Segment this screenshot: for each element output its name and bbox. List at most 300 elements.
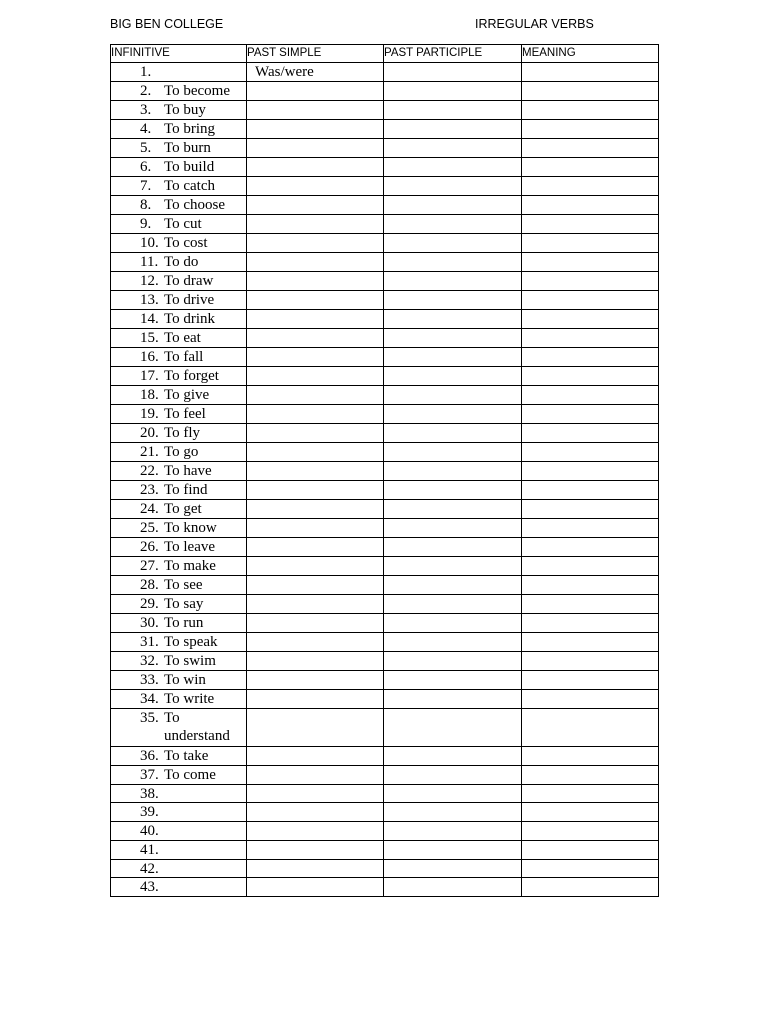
infinitive-verb: To buy xyxy=(164,102,206,118)
past-participle-cell[interactable] xyxy=(384,405,522,424)
infinitive-cell[interactable] xyxy=(111,63,247,82)
past-simple-cell[interactable] xyxy=(247,310,384,329)
row-number: 21. xyxy=(140,444,159,460)
past-participle-cell[interactable] xyxy=(384,177,522,196)
row-number: 3. xyxy=(140,102,152,118)
table-row xyxy=(111,690,659,709)
past-simple-cell[interactable] xyxy=(247,633,384,652)
infinitive-cell[interactable] xyxy=(111,557,247,576)
past-participle-cell[interactable] xyxy=(384,614,522,633)
past-participle-cell[interactable] xyxy=(384,633,522,652)
past-participle-cell[interactable] xyxy=(384,878,522,897)
past-participle-cell[interactable] xyxy=(384,500,522,519)
meaning-cell[interactable] xyxy=(522,595,659,614)
past-simple-cell[interactable] xyxy=(247,253,384,272)
infinitive-verb: To run xyxy=(164,615,204,631)
table-row xyxy=(111,101,659,120)
past-participle-cell[interactable] xyxy=(384,348,522,367)
worksheet-title: IRREGULAR VERBS xyxy=(475,17,594,31)
table-row xyxy=(111,576,659,595)
past-participle-cell[interactable] xyxy=(384,652,522,671)
meaning-cell[interactable] xyxy=(522,481,659,500)
past-participle-cell[interactable] xyxy=(384,329,522,348)
past-participle-cell[interactable] xyxy=(384,253,522,272)
meaning-cell[interactable] xyxy=(522,576,659,595)
meaning-cell[interactable] xyxy=(522,215,659,234)
row-number: 15. xyxy=(140,330,159,346)
row-number: 10. xyxy=(140,235,159,251)
table-row xyxy=(111,405,659,424)
row-number: 26. xyxy=(140,539,159,555)
past-simple-cell[interactable] xyxy=(247,840,384,859)
row-number: 39. xyxy=(140,804,159,821)
infinitive-cell[interactable] xyxy=(111,405,247,424)
meaning-cell[interactable] xyxy=(522,310,659,329)
meaning-cell[interactable] xyxy=(522,177,659,196)
meaning-cell[interactable] xyxy=(522,840,659,859)
table-row xyxy=(111,177,659,196)
infinitive-cell[interactable] xyxy=(111,443,247,462)
past-participle-cell[interactable] xyxy=(384,272,522,291)
infinitive-verb: To burn xyxy=(164,140,211,156)
past-simple-cell[interactable] xyxy=(247,709,384,747)
table-row xyxy=(111,595,659,614)
past-participle-cell[interactable] xyxy=(384,840,522,859)
past-simple-cell[interactable] xyxy=(247,82,384,101)
row-number: 5. xyxy=(140,140,152,156)
infinitive-verb: To drink xyxy=(164,311,216,327)
infinitive-cell[interactable] xyxy=(111,595,247,614)
infinitive-verb: To bring xyxy=(164,121,216,137)
row-number: 43. xyxy=(140,879,159,896)
past-participle-cell[interactable] xyxy=(384,784,522,803)
row-number: 37. xyxy=(140,766,159,783)
infinitive-cell[interactable] xyxy=(111,196,247,215)
infinitive-cell[interactable] xyxy=(111,840,247,859)
table-row xyxy=(111,822,659,841)
meaning-cell[interactable] xyxy=(522,101,659,120)
row-number: 29. xyxy=(140,596,159,612)
infinitive-cell[interactable] xyxy=(111,272,247,291)
past-simple-cell[interactable] xyxy=(247,576,384,595)
meaning-cell[interactable] xyxy=(522,746,659,765)
infinitive-cell[interactable] xyxy=(111,101,247,120)
past-participle-cell[interactable] xyxy=(384,291,522,310)
meaning-cell[interactable] xyxy=(522,443,659,462)
row-number: 9. xyxy=(140,216,152,232)
infinitive-cell[interactable] xyxy=(111,519,247,538)
meaning-cell[interactable] xyxy=(522,765,659,784)
past-simple-cell[interactable] xyxy=(247,519,384,538)
past-simple-cell[interactable] xyxy=(247,177,384,196)
past-simple-cell[interactable] xyxy=(247,878,384,897)
infinitive-cell[interactable] xyxy=(111,614,247,633)
meaning-cell[interactable] xyxy=(522,253,659,272)
table-row xyxy=(111,500,659,519)
column-header-past-simple: PAST SIMPLE xyxy=(247,45,384,63)
infinitive-verb: To get xyxy=(164,501,202,517)
table-row xyxy=(111,424,659,443)
past-participle-cell[interactable] xyxy=(384,671,522,690)
infinitive-cell[interactable] xyxy=(111,120,247,139)
table-row xyxy=(111,652,659,671)
infinitive-cell[interactable] xyxy=(111,538,247,557)
row-number: 6. xyxy=(140,159,152,175)
row-number: 34. xyxy=(140,691,159,707)
row-number: 17. xyxy=(140,368,159,384)
infinitive-cell[interactable] xyxy=(111,859,247,878)
past-simple-cell[interactable] xyxy=(247,158,384,177)
past-participle-cell[interactable] xyxy=(384,234,522,253)
row-number: 4. xyxy=(140,121,152,137)
past-simple-cell[interactable] xyxy=(247,329,384,348)
infinitive-verb: To find xyxy=(164,482,208,498)
past-participle-cell[interactable] xyxy=(384,101,522,120)
meaning-cell[interactable] xyxy=(522,803,659,822)
past-simple-cell[interactable] xyxy=(247,500,384,519)
infinitive-cell[interactable] xyxy=(111,367,247,386)
meaning-cell[interactable] xyxy=(522,652,659,671)
infinitive-verb: To see xyxy=(164,577,203,593)
table-row xyxy=(111,120,659,139)
table-row xyxy=(111,63,659,82)
infinitive-cell[interactable] xyxy=(111,215,247,234)
row-number: 38. xyxy=(140,785,159,802)
past-participle-cell[interactable] xyxy=(384,690,522,709)
row-number: 23. xyxy=(140,482,159,498)
past-participle-cell[interactable] xyxy=(384,519,522,538)
past-simple-cell[interactable] xyxy=(247,765,384,784)
meaning-cell[interactable] xyxy=(522,519,659,538)
meaning-cell[interactable] xyxy=(522,329,659,348)
past-simple-cell[interactable] xyxy=(247,367,384,386)
infinitive-verb: To win xyxy=(164,672,206,688)
infinitive-cell[interactable] xyxy=(111,878,247,897)
row-number: 33. xyxy=(140,672,159,688)
infinitive-verb: To fall xyxy=(164,349,204,365)
table-row xyxy=(111,291,659,310)
meaning-cell[interactable] xyxy=(522,196,659,215)
infinitive-verb: To do xyxy=(164,254,199,270)
row-number: 13. xyxy=(140,292,159,308)
table-row xyxy=(111,765,659,784)
infinitive-verb: To have xyxy=(164,463,212,479)
table-row xyxy=(111,348,659,367)
irregular-verbs-table xyxy=(110,44,659,897)
infinitive-verb: To make xyxy=(164,558,216,574)
infinitive-cell[interactable] xyxy=(111,746,247,765)
past-simple-cell[interactable] xyxy=(247,822,384,841)
meaning-cell[interactable] xyxy=(522,462,659,481)
infinitive-cell[interactable] xyxy=(111,709,247,747)
infinitive-cell[interactable] xyxy=(111,348,247,367)
past-participle-cell[interactable] xyxy=(384,424,522,443)
infinitive-verb: To choose xyxy=(164,197,226,213)
table-body xyxy=(111,63,659,897)
table-row xyxy=(111,519,659,538)
meaning-cell[interactable] xyxy=(522,538,659,557)
meaning-cell[interactable] xyxy=(522,120,659,139)
infinitive-verb: To give xyxy=(164,387,210,403)
meaning-cell[interactable] xyxy=(522,63,659,82)
row-number: 1. xyxy=(140,64,152,80)
meaning-cell[interactable] xyxy=(522,671,659,690)
row-number: 18. xyxy=(140,387,159,403)
row-number: 36. xyxy=(140,747,159,764)
table-row xyxy=(111,386,659,405)
meaning-cell[interactable] xyxy=(522,386,659,405)
infinitive-verb: To feel xyxy=(164,406,206,422)
infinitive-cell[interactable] xyxy=(111,765,247,784)
past-simple-cell[interactable] xyxy=(247,614,384,633)
past-participle-cell[interactable] xyxy=(384,822,522,841)
meaning-cell[interactable] xyxy=(522,557,659,576)
past-simple-cell[interactable] xyxy=(247,746,384,765)
meaning-cell[interactable] xyxy=(522,291,659,310)
infinitive-cell[interactable] xyxy=(111,386,247,405)
meaning-cell[interactable] xyxy=(522,709,659,747)
row-number: 14. xyxy=(140,311,159,327)
row-number: 32. xyxy=(140,653,159,669)
infinitive-cell[interactable] xyxy=(111,481,247,500)
past-simple-cell[interactable] xyxy=(247,215,384,234)
column-header-infinitive: INFINITIVE xyxy=(111,45,247,63)
past-participle-cell[interactable] xyxy=(384,803,522,822)
table-row xyxy=(111,196,659,215)
table-row xyxy=(111,878,659,897)
infinitive-cell[interactable] xyxy=(111,500,247,519)
past-participle-cell[interactable] xyxy=(384,196,522,215)
infinitive-cell[interactable] xyxy=(111,82,247,101)
meaning-cell[interactable] xyxy=(522,633,659,652)
past-simple-cell[interactable] xyxy=(247,652,384,671)
infinitive-verb: To cost xyxy=(164,235,208,251)
infinitive-cell[interactable] xyxy=(111,462,247,481)
meaning-cell[interactable] xyxy=(522,405,659,424)
meaning-cell[interactable] xyxy=(522,822,659,841)
infinitive-cell[interactable] xyxy=(111,158,247,177)
infinitive-cell[interactable] xyxy=(111,822,247,841)
row-number: 42. xyxy=(140,860,159,877)
past-participle-cell[interactable] xyxy=(384,120,522,139)
infinitive-verb: To leave xyxy=(164,539,216,555)
infinitive-verb: To know xyxy=(164,520,217,536)
meaning-cell[interactable] xyxy=(522,234,659,253)
past-simple-cell[interactable] xyxy=(247,272,384,291)
past-simple-cell[interactable] xyxy=(247,424,384,443)
past-simple-cell[interactable] xyxy=(247,803,384,822)
infinitive-verb: To write xyxy=(164,691,215,707)
past-simple-cell[interactable] xyxy=(247,348,384,367)
past-participle-cell[interactable] xyxy=(384,63,522,82)
past-participle-cell[interactable] xyxy=(384,538,522,557)
table-row xyxy=(111,859,659,878)
past-participle-cell[interactable] xyxy=(384,443,522,462)
infinitive-verb: To say xyxy=(164,596,204,612)
table-row xyxy=(111,158,659,177)
infinitive-verb: To go xyxy=(164,444,199,460)
row-number: 8. xyxy=(140,197,152,213)
table-row xyxy=(111,139,659,158)
meaning-cell[interactable] xyxy=(522,690,659,709)
past-participle-cell[interactable] xyxy=(384,709,522,747)
infinitive-cell[interactable] xyxy=(111,633,247,652)
table-row xyxy=(111,671,659,690)
row-number: 30. xyxy=(140,615,159,631)
table-row xyxy=(111,633,659,652)
infinitive-cell[interactable] xyxy=(111,784,247,803)
school-name: BIG BEN COLLEGE xyxy=(110,17,224,31)
past-simple-cell[interactable] xyxy=(247,120,384,139)
past-participle-cell[interactable] xyxy=(384,557,522,576)
infinitive-cell[interactable] xyxy=(111,234,247,253)
meaning-cell[interactable] xyxy=(522,272,659,291)
infinitive-verb: To drive xyxy=(164,292,215,308)
table-row xyxy=(111,709,659,747)
row-number: 19. xyxy=(140,406,159,422)
column-header-past-participle: PAST PARTICIPLE xyxy=(384,45,522,63)
infinitive-verb: To swim xyxy=(164,653,216,669)
past-simple-cell[interactable] xyxy=(247,443,384,462)
table-row xyxy=(111,803,659,822)
row-number: 16. xyxy=(140,349,159,365)
infinitive-verb: To take xyxy=(164,747,209,764)
past-participle-cell[interactable] xyxy=(384,462,522,481)
table-row xyxy=(111,614,659,633)
table-row xyxy=(111,215,659,234)
infinitive-cell[interactable] xyxy=(111,652,247,671)
past-simple-cell[interactable] xyxy=(247,671,384,690)
row-number: 7. xyxy=(140,178,152,194)
infinitive-cell[interactable] xyxy=(111,576,247,595)
past-simple-cell[interactable] xyxy=(247,101,384,120)
table-header-row xyxy=(111,45,659,63)
past-simple-cell[interactable] xyxy=(247,481,384,500)
past-participle-cell[interactable] xyxy=(384,765,522,784)
infinitive-cell[interactable] xyxy=(111,310,247,329)
row-number: 12. xyxy=(140,273,159,289)
infinitive-verb: To fly xyxy=(164,425,201,441)
past-participle-cell[interactable] xyxy=(384,215,522,234)
row-number: 27. xyxy=(140,558,159,574)
table-row xyxy=(111,840,659,859)
row-number: 11. xyxy=(140,254,159,270)
row-number: 20. xyxy=(140,425,159,441)
past-participle-cell[interactable] xyxy=(384,859,522,878)
past-simple-cell[interactable] xyxy=(247,196,384,215)
table-row xyxy=(111,462,659,481)
table-row xyxy=(111,784,659,803)
meaning-cell[interactable] xyxy=(522,500,659,519)
past-participle-cell[interactable] xyxy=(384,82,522,101)
past-simple-cell[interactable] xyxy=(247,405,384,424)
infinitive-verb: To build xyxy=(164,159,215,175)
table-row xyxy=(111,310,659,329)
table-row xyxy=(111,329,659,348)
past-simple-cell[interactable] xyxy=(247,139,384,158)
meaning-cell[interactable] xyxy=(522,158,659,177)
meaning-cell[interactable] xyxy=(522,614,659,633)
meaning-cell[interactable] xyxy=(522,878,659,897)
past-participle-cell[interactable] xyxy=(384,139,522,158)
past-simple-cell[interactable] xyxy=(247,557,384,576)
past-simple-cell[interactable] xyxy=(247,462,384,481)
past-participle-cell[interactable] xyxy=(384,386,522,405)
table-row xyxy=(111,82,659,101)
table-row xyxy=(111,443,659,462)
past-simple-cell[interactable] xyxy=(247,859,384,878)
past-simple-cell[interactable] xyxy=(247,595,384,614)
row-number: 40. xyxy=(140,823,159,840)
infinitive-cell[interactable] xyxy=(111,177,247,196)
past-simple-cell[interactable]: Was/were xyxy=(247,63,384,82)
table-row xyxy=(111,557,659,576)
past-participle-cell[interactable] xyxy=(384,158,522,177)
meaning-cell[interactable] xyxy=(522,139,659,158)
table-row xyxy=(111,367,659,386)
past-simple-cell[interactable] xyxy=(247,291,384,310)
infinitive-cell[interactable] xyxy=(111,424,247,443)
meaning-cell[interactable] xyxy=(522,424,659,443)
row-number: 28. xyxy=(140,577,159,593)
infinitive-cell[interactable] xyxy=(111,803,247,822)
table-row xyxy=(111,538,659,557)
table-row xyxy=(111,234,659,253)
meaning-cell[interactable] xyxy=(522,82,659,101)
infinitive-verb: To understand xyxy=(164,710,230,744)
row-number: 41. xyxy=(140,841,159,858)
infinitive-verb: To become xyxy=(164,83,231,99)
infinitive-verb: To forget xyxy=(164,368,219,384)
table-row xyxy=(111,481,659,500)
past-simple-cell[interactable] xyxy=(247,386,384,405)
past-participle-cell[interactable] xyxy=(384,310,522,329)
past-participle-cell[interactable] xyxy=(384,367,522,386)
meaning-cell[interactable] xyxy=(522,784,659,803)
table-row xyxy=(111,746,659,765)
past-participle-cell[interactable] xyxy=(384,481,522,500)
table-row xyxy=(111,272,659,291)
infinitive-cell[interactable] xyxy=(111,139,247,158)
past-participle-cell[interactable] xyxy=(384,576,522,595)
infinitive-verb: To catch xyxy=(164,178,216,194)
infinitive-verb: To draw xyxy=(164,273,214,289)
row-number: 25. xyxy=(140,520,159,536)
row-number: 31. xyxy=(140,634,159,650)
infinitive-cell[interactable] xyxy=(111,253,247,272)
table-row xyxy=(111,253,659,272)
infinitive-cell[interactable] xyxy=(111,329,247,348)
past-simple-cell[interactable] xyxy=(247,690,384,709)
meaning-cell[interactable] xyxy=(522,367,659,386)
infinitive-verb: To cut xyxy=(164,216,202,232)
infinitive-cell[interactable] xyxy=(111,291,247,310)
past-simple-cell[interactable] xyxy=(247,538,384,557)
infinitive-cell[interactable] xyxy=(111,690,247,709)
meaning-cell[interactable] xyxy=(522,348,659,367)
infinitive-verb: To eat xyxy=(164,330,201,346)
past-participle-cell[interactable] xyxy=(384,595,522,614)
past-participle-cell[interactable] xyxy=(384,746,522,765)
past-simple-cell[interactable] xyxy=(247,234,384,253)
row-number: 22. xyxy=(140,463,159,479)
row-number: 35. xyxy=(140,710,159,726)
infinitive-cell[interactable] xyxy=(111,671,247,690)
column-header-meaning: MEANING xyxy=(522,45,659,63)
meaning-cell[interactable] xyxy=(522,859,659,878)
past-simple-cell[interactable] xyxy=(247,784,384,803)
row-number: 24. xyxy=(140,501,159,517)
